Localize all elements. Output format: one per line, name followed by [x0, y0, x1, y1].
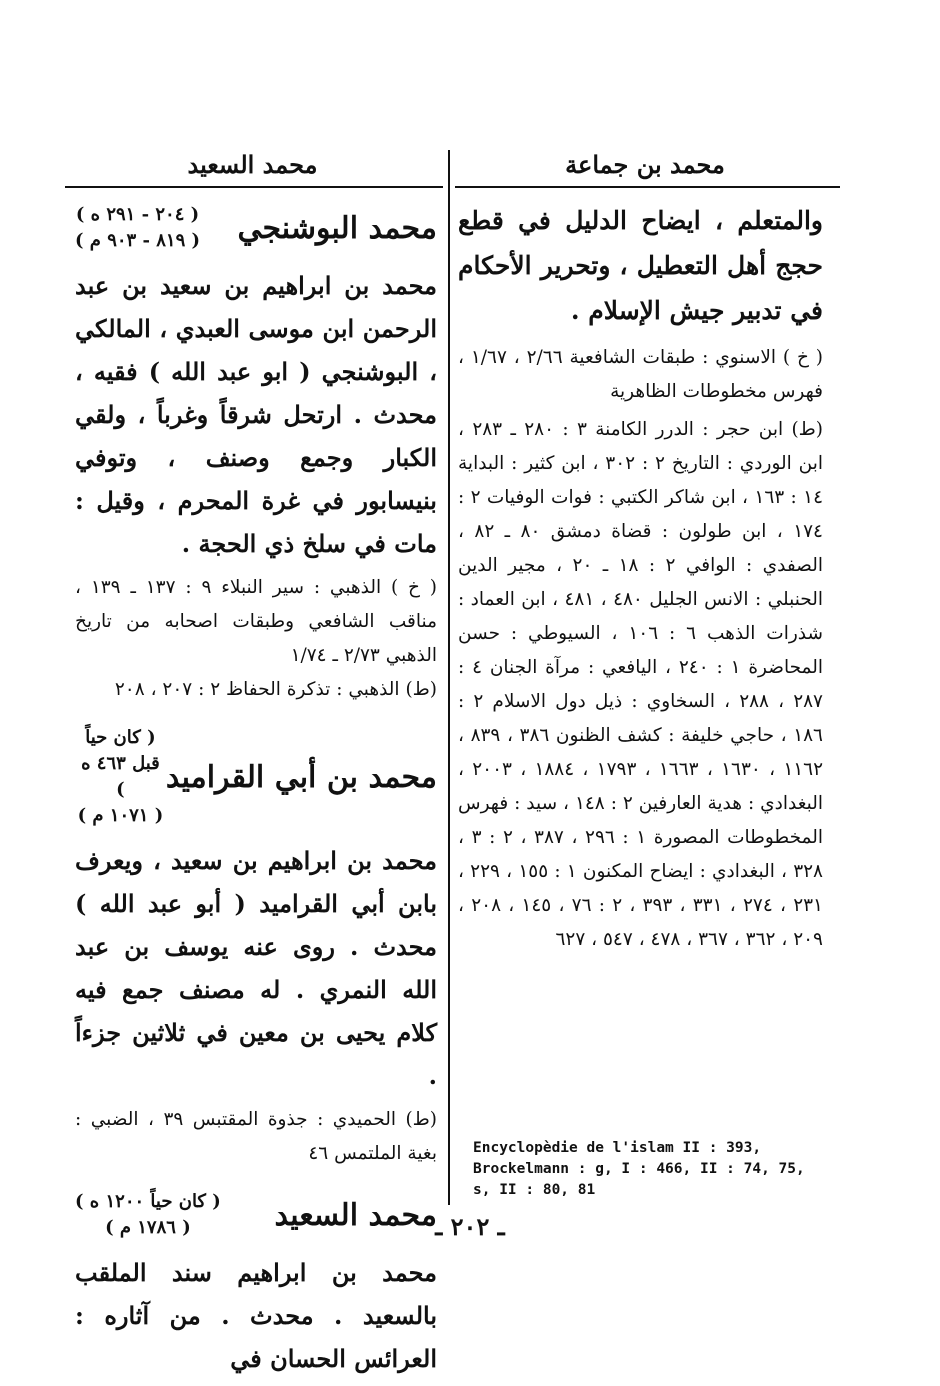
- printed-references: (ط) الذهبي : تذكرة الحفاظ ٢ : ٢٠٧ ، ٢٠٨: [114, 679, 437, 700]
- dates-gregorian: ( ٨١٩ - ٩٠٣ م ): [75, 230, 201, 251]
- latin-ref-line: Encyclopèdie de l'islam II : 393,: [473, 1140, 762, 1156]
- dates-hijri: ( كان حياً قبل ٤٦٣ ه ): [81, 727, 160, 800]
- header-rule-left: [65, 186, 443, 188]
- header-rule-right: [455, 186, 840, 188]
- latin-ref-line: s, II : 80, 81: [473, 1182, 596, 1198]
- entry-heading: [75, 202, 437, 254]
- dates-gregorian: ( ١٠٧١ م ): [77, 805, 164, 826]
- entry-name: محمد بن أبي القراميد: [165, 759, 437, 795]
- continuation-text: والمتعلم ، ايضاح الدليل في قطع حجج أهل التعطيل ، وتحرير الأحكام في تدبير جيش الإسلام .: [458, 206, 823, 325]
- dates-gregorian: ( ١٧٨٦ م ): [105, 1217, 191, 1238]
- manuscript-references: ( خ ) الاسنوي : طبقات الشافعية ٢/٦٦ ، ١/٦٧ ، فهرس مخطوطات الظاهرية: [458, 347, 823, 402]
- entry-heading: [75, 725, 437, 829]
- printed-references: (ط) ابن حجر : الدرر الكامنة ٣ : ٢٨٠ ـ ٢٨٣ ، ابن الوردي : التاريخ ٢ : ٣٠٢ ، ابن كثير : البداية ١٤ : ١٦٣ ، ابن شاكر الكتبي : فوات الوفيات ٢ : ١٧٤ ، ابن طولون : قضاة دمشق ٨٠ ـ ٨٢ ، الصفدي : الوافي ٢ : ١٨ ـ ٢٠ ، مجير الدين الحنبلي : الانس الجليل ٤٨٠ ، ٤٨١ ، ابن العماد : شذرات الذهب ٦ : ١٠٦ ، السيوطي : حسن المحاضرة ١ : ٢٤٠ ، اليافعي : مرآة الجنان ٤ : ٢٨٧ ، ٢٨٨ ، السخاوي : ذيل دول الاسلام ٢ : ١٨٦ ، حاجي خليفة : كشف الظنون ٣٨٦ ، ٨٣٩ ، ١١٦٢ ، ١٦٣٠ ، ١٦٦٣ ، ١٧٩٣ ، ١٨٨٤ ، ٢٠٠٣ ، البغدادي : هدية العارفين ٢ : ١٤٨ ، سيد : فهرس المخطوطات المصورة ١ : ٢٩٦ ، ٣٨٧ ، ٢ : ٣ ، ٣٢٨ ، البغدادي : ايضاح المكنون ١ : ١٥٥ ، ٢٢٩ ، ٢٣١ ، ٢٧٤ ، ٣٣١ ، ٣٩٣ ، ٢ : ٧٦ ، ١٤٥ ، ٢٠٨ ، ٢٠٩ ، ٣٦٢ ، ٣٦٧ ، ٤٧٨ ، ٥٤٧ ، ٦٢٧: [458, 419, 824, 950]
- entry-body: محمد بن ابراهيم بن سعيد بن عبد الرحمن ابن موسى العبدي ، المالكي ، البوشنجي ( ابو عبد الله ) فقيه ، محدث . ارتحل شرقاً وغرباً ، ولقي الكبار وجمع وصنف ، وتوفي بنيسابور في غرة المحرم ، وقيل : مات في سلخ ذي الحجة .: [75, 271, 437, 558]
- running-header-left: محمد السعيد: [187, 150, 318, 179]
- printed-references: (ط) الحميدي : جذوة المقتبس ٣٩ ، الضبي : بغية الملتمس ٤٦: [75, 1109, 437, 1164]
- dates-hijri: ( كان حياً ١٢٠٠ ه ): [75, 1191, 221, 1212]
- column-divider: [448, 150, 450, 1205]
- dates-hijri: ( ٢٠٤ - ٢٩١ ه ): [75, 204, 200, 225]
- entry-body: محمد بن ابراهيم سند الملقب بالسعيد . محدث . من آثاره : العرائس الحسان في: [75, 1258, 437, 1373]
- left-column: [75, 198, 437, 1386]
- right-column: [458, 198, 823, 957]
- running-header-right: محمد بن جماعة: [565, 150, 725, 179]
- entry-name: محمد البوشنجي: [237, 210, 437, 246]
- page-number: ـ ٢٠٢ ـ: [435, 1212, 505, 1241]
- latin-references: [473, 1138, 828, 1201]
- entry-dates: [75, 202, 200, 254]
- entry-body: محمد بن ابراهيم بن سعيد ، ويعرف بابن أبي القراميد ( أبو عبد الله ) محدث . روى عنه يوسف بن عبد الله النمري . له مصنف جمع فيه كلام يحيى بن معين في ثلاثين جزءاً .: [75, 846, 437, 1090]
- entry-dates: [75, 1189, 221, 1241]
- entry-dates: [75, 725, 166, 829]
- latin-ref-line: Brockelmann : g, I : 466, II : 74, 75,: [473, 1161, 805, 1177]
- entry-name: محمد السعيد: [274, 1197, 437, 1233]
- manuscript-references: ( خ ) الذهبي : سير النبلاء ٩ : ١٣٧ ـ ١٣٩ ، مناقب الشافعي وطبقات اصحابه من تاريخ الذهبي ٢/٧٣ ـ ١/٧٤: [75, 577, 438, 666]
